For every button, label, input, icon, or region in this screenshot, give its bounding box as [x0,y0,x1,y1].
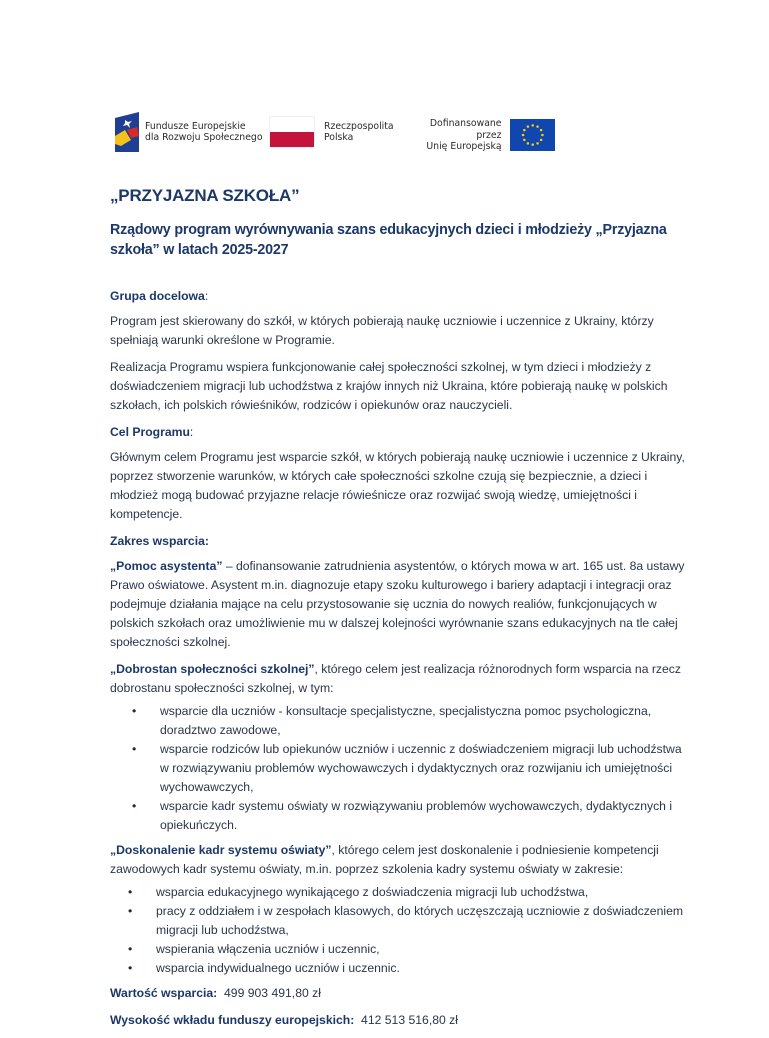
bullet-icon: • [128,885,133,899]
list-item: • wspierania włączenia uczniów i uczennic, [110,940,690,959]
list-item: • wsparcie rodziców lub opiekunów uczniów i uczennic z doświadczeniem migracji lub uchodźstwa w rozwiązywaniu problemów wychowawczych i dydaktycznych oraz rozwijaniu ich umiejętności wychowawczych, [132,742,682,794]
bullet-icon: • [128,904,133,918]
pomoc-asystenta-paragraph: „Pomoc asystenta” – dofinansowanie zatrudnienia asystentów, o których mowa w art. 165 ust. 8a ustawy Prawo oświatowe. Asystent m.in. diagnozuje etapy szoku kulturowego i bariery adaptacji i integracji oraz podejmuje działania mające na celu przystosowanie się ucznia do nowych realiów, funkcjonujących w polskich szkołach oraz umożliwienie mu w dalszej kolejności wyrównanie szans edukacyjnych na tle całej społeczności szkolnej. [110,559,685,649]
doskonalenie-paragraph: „Doskonalenie kadr systemu oświaty”, którego celem jest doskonalenie i podniesienie kompetencji zawodowych kadr systemu oświaty, m.in. poprzez szkolenia kadry systemu oświaty w zakresie: [110,843,659,876]
eu-star-icon [536,126,539,129]
list-item: • wsparcia indywidualnego uczniów i uczennic. [110,959,690,978]
bullet-icon: • [128,961,133,975]
eu-line1: Dofinansowane przez [429,118,502,141]
dobrostan-paragraph: „Dobrostan społeczności szkolnej”, którego celem jest realizacja różnorodnych form wsparcia na rzecz dobrostanu społeczności szkolnej, w tym: [110,662,681,695]
polish-flag-icon [269,116,315,148]
bullet-icon: • [128,942,133,956]
eu-star-icon [523,139,526,142]
grupa-paragraph-1: Program jest skierowany do szkół, w których pobierają naukę uczniowie i uczennice z Ukrainy, którzy spełniają warunki określone w Programie. [110,314,654,347]
list-item: • wsparcie kadr systemu oświaty w rozwiązywaniu problemów wychowawczych, dydaktycznych i opiekuńczych. [132,799,673,832]
list-item: • wsparcie dla uczniów - konsultacje specjalistyczne, specjalistyczna pomoc psychologiczna, doradztwo zawodowe, [132,704,652,737]
wklad-value: 412 513 516,80 zł [361,1013,458,1027]
dobrostan-list [110,702,690,835]
wklad-label: Wysokość wkładu funduszy europejskich: [110,1013,355,1027]
fe-line2: dla Rozwoju Społecznego [145,132,263,143]
section-heading-cel: Cel Programu: [110,425,194,439]
fe-logo [115,112,263,152]
section-heading-grupa: Grupa docelowa: [110,289,209,303]
bullet-icon: • [132,742,137,756]
wartosc-value: 499 903 491,80 zł [224,986,321,1000]
page-title: „PRZYJAZNA SZKOŁA” [110,186,300,205]
eu-star-icon [526,126,529,129]
logo-bar [115,112,555,156]
pl-logo [269,116,394,148]
eu-star-icon [541,134,544,137]
page-subtitle: Rządowy program wyrównywania szans edukacyjnych dzieci i młodzieży „Przyjazna szkoła” w latach 2025-2027 [110,222,667,258]
eu-logo [405,118,555,153]
eu-star-icon [531,144,534,147]
doskonalenie-list [110,883,690,978]
eu-star-icon [531,124,534,127]
eu-star-icon [539,129,542,132]
eu-line2: Unię Europejską [426,141,502,152]
eu-star-icon [526,142,529,145]
document-body [110,287,690,1038]
pl-line2: Polska [324,132,354,143]
bullet-icon: • [132,704,137,718]
grupa-paragraph-2: Realizacja Programu wspiera funkcjonowanie całej społeczności szkolnej, w tym dzieci i młodzieży z doświadczeniem migracji lub uchodźstwa z krajów innych niż Ukraina, które pobierają naukę w polskich szkołach, ich polskich rówieśników, rodziców i opiekunów oraz nauczycieli. [110,360,668,412]
eu-star-icon [539,139,542,142]
eu-star-icon [536,142,539,145]
eu-star-icon [523,129,526,132]
list-item: • wsparcia edukacyjnego wynikającego z doświadczenia migracji lub uchodźstwa, [110,883,690,902]
wartosc-label: Wartość wsparcia: [110,986,218,1000]
fundusze-europejskie-icon [115,112,139,152]
cel-paragraph: Głównym celem Programu jest wsparcie szkół, w których pobierają naukę uczniowie i uczennice z Ukrainy, poprzez stworzenie warunków, w których całe społeczności szkolne czują się bezpiecznie, a dzieci i młodzież mogą budować przyjazne relacje rówieśnicze oraz rozwijać swoją wiedzę, umiejętności i kompetencje. [110,450,685,521]
list-item: • pracy z oddziałem i w zespołach klasowych, do których uczęszczają uczniowie z doświadczeniem migracji lub uchodźstwa, [128,904,684,937]
eu-star-icon [521,134,524,137]
section-heading-zakres: Zakres wsparcia: [110,534,209,548]
pl-line1: Rzeczpospolita [324,120,394,132]
fe-line1: Fundusze Europejskie [145,120,246,132]
bullet-icon: • [132,799,137,813]
wklad-funduszy [110,1011,690,1030]
wartosc-wsparcia [110,984,690,1003]
eu-flag-icon [510,119,555,151]
